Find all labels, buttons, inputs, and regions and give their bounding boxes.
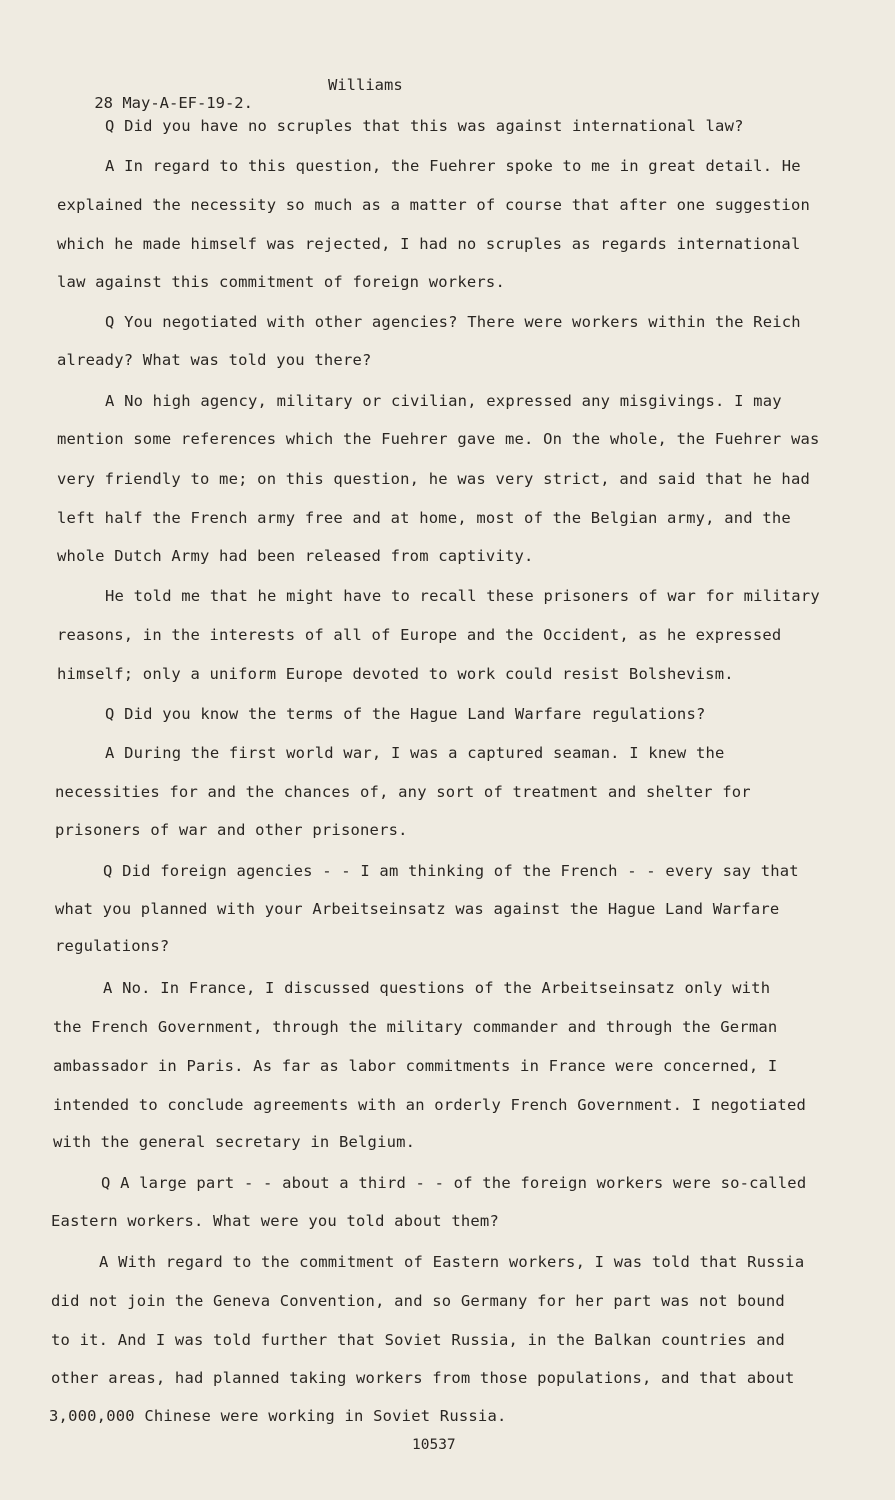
text-line: already? What was told you there?	[57, 351, 372, 369]
text-line: reasons, in the interests of all of Europe and the Occident, as he expressed	[57, 626, 782, 644]
text-line: whole Dutch Army had been released from captivity.	[57, 547, 534, 565]
text-line: necessities for and the chances of, any sort of treatment and shelter for	[55, 783, 751, 801]
text-line: A With regard to the commitment of Eastern workers, I was told that Russia	[99, 1253, 805, 1271]
text-line: to it. And I was told further that Soviet Russia, in the Balkan countries and	[51, 1331, 785, 1349]
header-name: Williams	[328, 76, 403, 94]
page-header	[57, 76, 403, 148]
text-line: the French Government, through the military commander and through the German	[53, 1018, 778, 1036]
text-line: Q Did you have no scruples that this was against international law?	[105, 117, 744, 135]
text-line: law against this commitment of foreign workers.	[57, 273, 505, 291]
text-line: regulations?	[55, 937, 170, 955]
text-line: 3,000,000 Chinese were working in Soviet Russia.	[49, 1407, 507, 1425]
text-line: intended to conclude agreements with an orderly French Government. I negotiated	[53, 1096, 807, 1114]
text-line: Eastern workers. What were you told about them?	[51, 1212, 499, 1230]
text-line: what you planned with your Arbeitseinsatz was against the Hague Land Warfare	[55, 900, 780, 918]
text-line: A In regard to this question, the Fuehrer spoke to me in great detail. He	[105, 157, 801, 175]
text-line: He told me that he might have to recall these prisoners of war for military	[105, 587, 820, 605]
text-line: A No. In France, I discussed questions of the Arbeitseinsatz only with	[103, 979, 771, 997]
text-line: with the general secretary in Belgium.	[53, 1133, 416, 1151]
text-line: ambassador in Paris. As far as labor commitments in France were concerned, I	[53, 1057, 778, 1075]
text-line: Q You negotiated with other agencies? There were workers within the Reich	[105, 313, 801, 331]
page-number: 10537	[412, 1437, 456, 1453]
header-reference: 28 May-A-EF-19-2.	[94, 94, 253, 112]
text-line: Q A large part - - about a third - - of the foreign workers were so-called	[101, 1174, 807, 1192]
text-line: left half the French army free and at home, most of the Belgian army, and the	[57, 509, 791, 527]
text-line: other areas, had planned taking workers from those populations, and that about	[51, 1369, 795, 1387]
text-line: A During the first world war, I was a captured seaman. I knew the	[105, 744, 725, 762]
text-line: did not join the Geneva Convention, and so Germany for her part was not bound	[51, 1292, 785, 1310]
text-line: Q Did foreign agencies - - I am thinking of the French - - every say that	[103, 862, 799, 880]
text-line: A No high agency, military or civilian, expressed any misgivings. I may	[105, 392, 782, 410]
text-line: which he made himself was rejected, I had no scruples as regards international	[57, 235, 801, 253]
text-line: prisoners of war and other prisoners.	[55, 821, 408, 839]
text-line: mention some references which the Fuehrer gave me. On the whole, the Fuehrer was	[57, 430, 820, 448]
text-line: Q Did you know the terms of the Hague Land Warfare regulations?	[105, 705, 706, 723]
text-line: very friendly to me; on this question, he was very strict, and said that he had	[57, 470, 811, 488]
text-line: himself; only a uniform Europe devoted to work could resist Bolshevism.	[57, 665, 734, 683]
text-line: explained the necessity so much as a matter of course that after one suggestion	[57, 196, 811, 214]
